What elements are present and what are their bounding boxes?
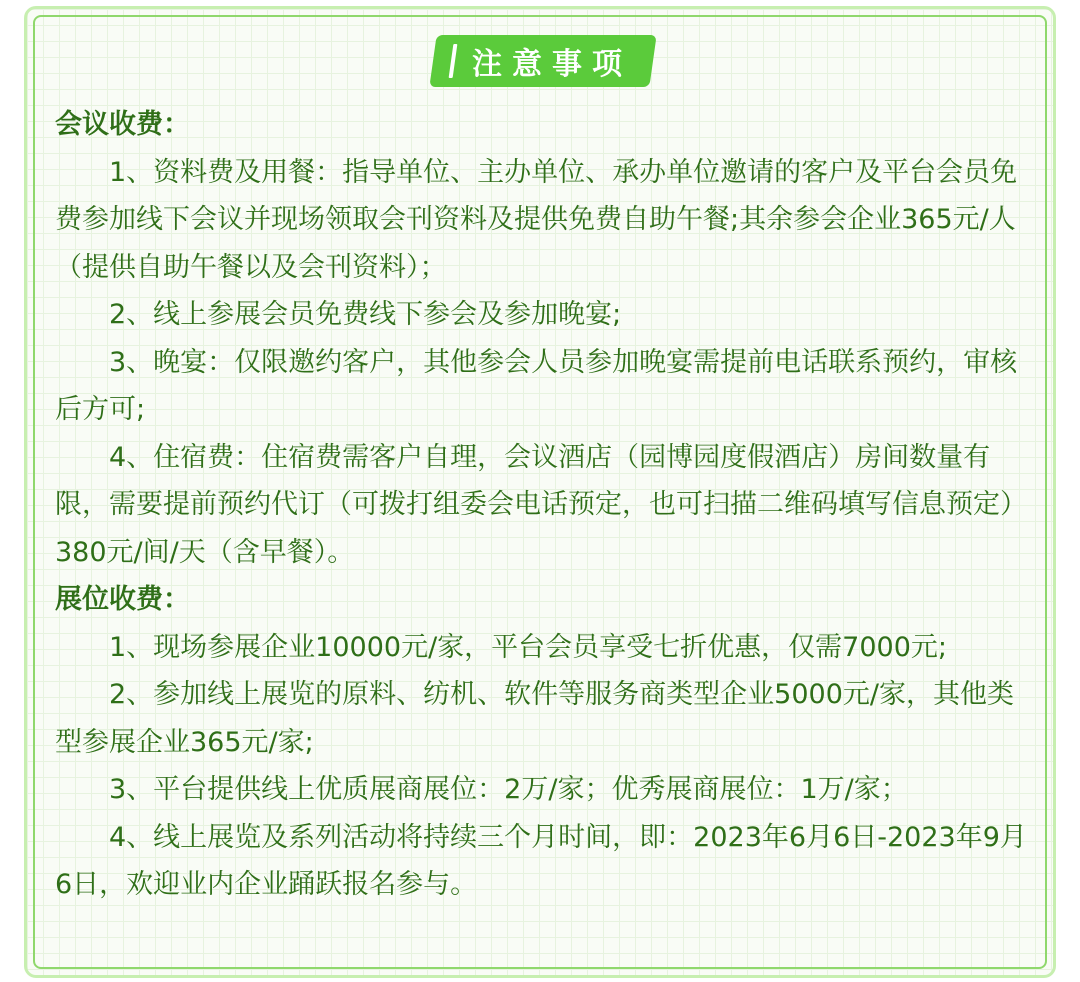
notice-card: [24, 6, 1056, 978]
meeting-fee-item-4: 4、住宿费：住宿费需客户自理，会议酒店（园博园度假酒店）房间数量有限，需要提前预约代订（可拨打组委会电话预定，也可扫描二维码填写信息预定）380元/间/天（含早餐）。: [55, 441, 1027, 568]
meeting-fee-item-1: 1、资料费及用餐：指导单位、主办单位、承办单位邀请的客户及平台会员免费参加线下会议并现场领取会刊资料及提供免费自助午餐;其余参会企业365元/人（提供自助午餐以及会刊资料）；: [55, 156, 1018, 283]
section-heading-meeting-fees: 会议收费：: [55, 109, 190, 140]
notice-content: [55, 101, 1035, 909]
page-title: 注意事项: [472, 47, 632, 82]
section-heading-booth-fees: 展位收费：: [55, 584, 190, 615]
meeting-fee-item-3: 3、晚宴：仅限邀约客户，其他参会人员参加晚宴需提前电话联系预约，审核后方可;: [55, 346, 1018, 425]
booth-fee-item-2: 2、参加线上展览的原料、纺机、软件等服务商类型企业5000元/家，其他类型参展企业365元/家;: [55, 679, 1014, 758]
booth-fee-item-3: 3、平台提供线上优质展商展位：2万/家；优秀展商展位：1万/家；: [109, 774, 908, 805]
title-slash-decoration: [449, 44, 458, 78]
booth-fee-item-1: 1、现场参展企业10000元/家，平台会员享受七折优惠，仅需7000元;: [109, 631, 947, 663]
meeting-fee-item-2: 2、线上参展会员免费线下参会及参加晚宴;: [109, 299, 622, 330]
title-badge: [429, 35, 656, 87]
booth-fee-item-4: 4、线上展览及系列活动将持续三个月时间，即：2023年6月6日-2023年9月6日，欢迎业内企业踊跃报名参与。: [55, 821, 1027, 900]
